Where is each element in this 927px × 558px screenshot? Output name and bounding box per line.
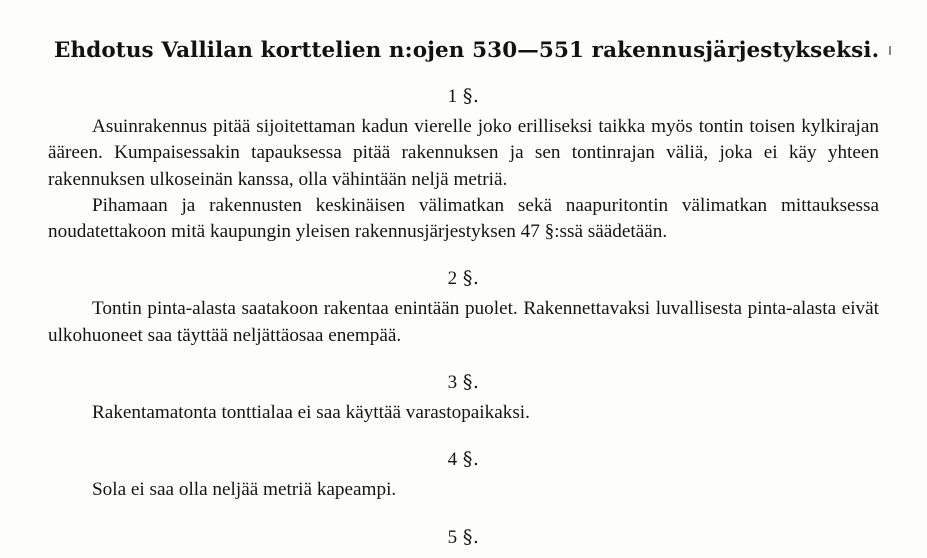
section-1-heading — [48, 85, 879, 108]
section-3-paragraph-1: Rakentamatonta tonttialaa ei saa käyttää varastopaikaksi. — [92, 402, 530, 424]
section-1-number: 1 — [447, 86, 458, 107]
section-3 — [48, 371, 879, 426]
section-4-symbol: §. — [462, 448, 480, 471]
section-3-number: 3 — [447, 372, 458, 394]
section-3-heading — [48, 371, 879, 394]
section-5-symbol: §. — [462, 525, 480, 548]
section-1-paragraph-1: Asuinrakennus pitää sijoitettaman kadun vierelle joko erilliseksi taikka myös tontin toisen kylkirajan ääreen. Kumpaisessakin tapauksessa pitää rakennuksen ja sen tontinrajan väliä, joka ei käy yhteen rakennuksen ulkoseinän kanssa, olla vähintään neljä metriä. — [48, 116, 879, 190]
section-2-heading — [48, 267, 879, 290]
section-1-paragraph-2: Pihamaan ja rakennusten keskinäisen välimatkan sekä naapuritontin välimatkan mittauksessa noudatettakoon mitä kaupungin yleisen rakennusjärjestyksen 47 §:ssä säädetään. — [48, 194, 879, 243]
page-speck-mark — [889, 46, 891, 55]
section-5-number: 5 — [447, 526, 458, 548]
section-1-symbol: §. — [462, 85, 480, 107]
section-2-symbol: §. — [462, 267, 480, 290]
page-title: Ehdotus Vallilan korttelien n:ojen 530—551 rakennusjärjestykseksi. — [54, 38, 880, 63]
section-4-paragraph-1: Sola ei saa olla neljää metriä kapeampi. — [92, 479, 397, 501]
section-2 — [48, 267, 879, 349]
section-4-heading — [48, 448, 879, 471]
section-4 — [48, 448, 879, 503]
section-1 — [48, 85, 879, 245]
section-5 — [48, 526, 879, 549]
section-5-heading — [48, 526, 879, 549]
section-4-number: 4 — [447, 449, 458, 471]
section-2-paragraph-1: Tontin pinta-alasta saatakoon rakentaa enintään puolet. Rakennettavaksi luvallisesta pinta-alasta eivät ulkohuoneet saa täyttää neljättäosaa enempää. — [48, 298, 879, 346]
section-3-symbol: §. — [462, 371, 480, 394]
section-2-number: 2 — [447, 268, 458, 290]
